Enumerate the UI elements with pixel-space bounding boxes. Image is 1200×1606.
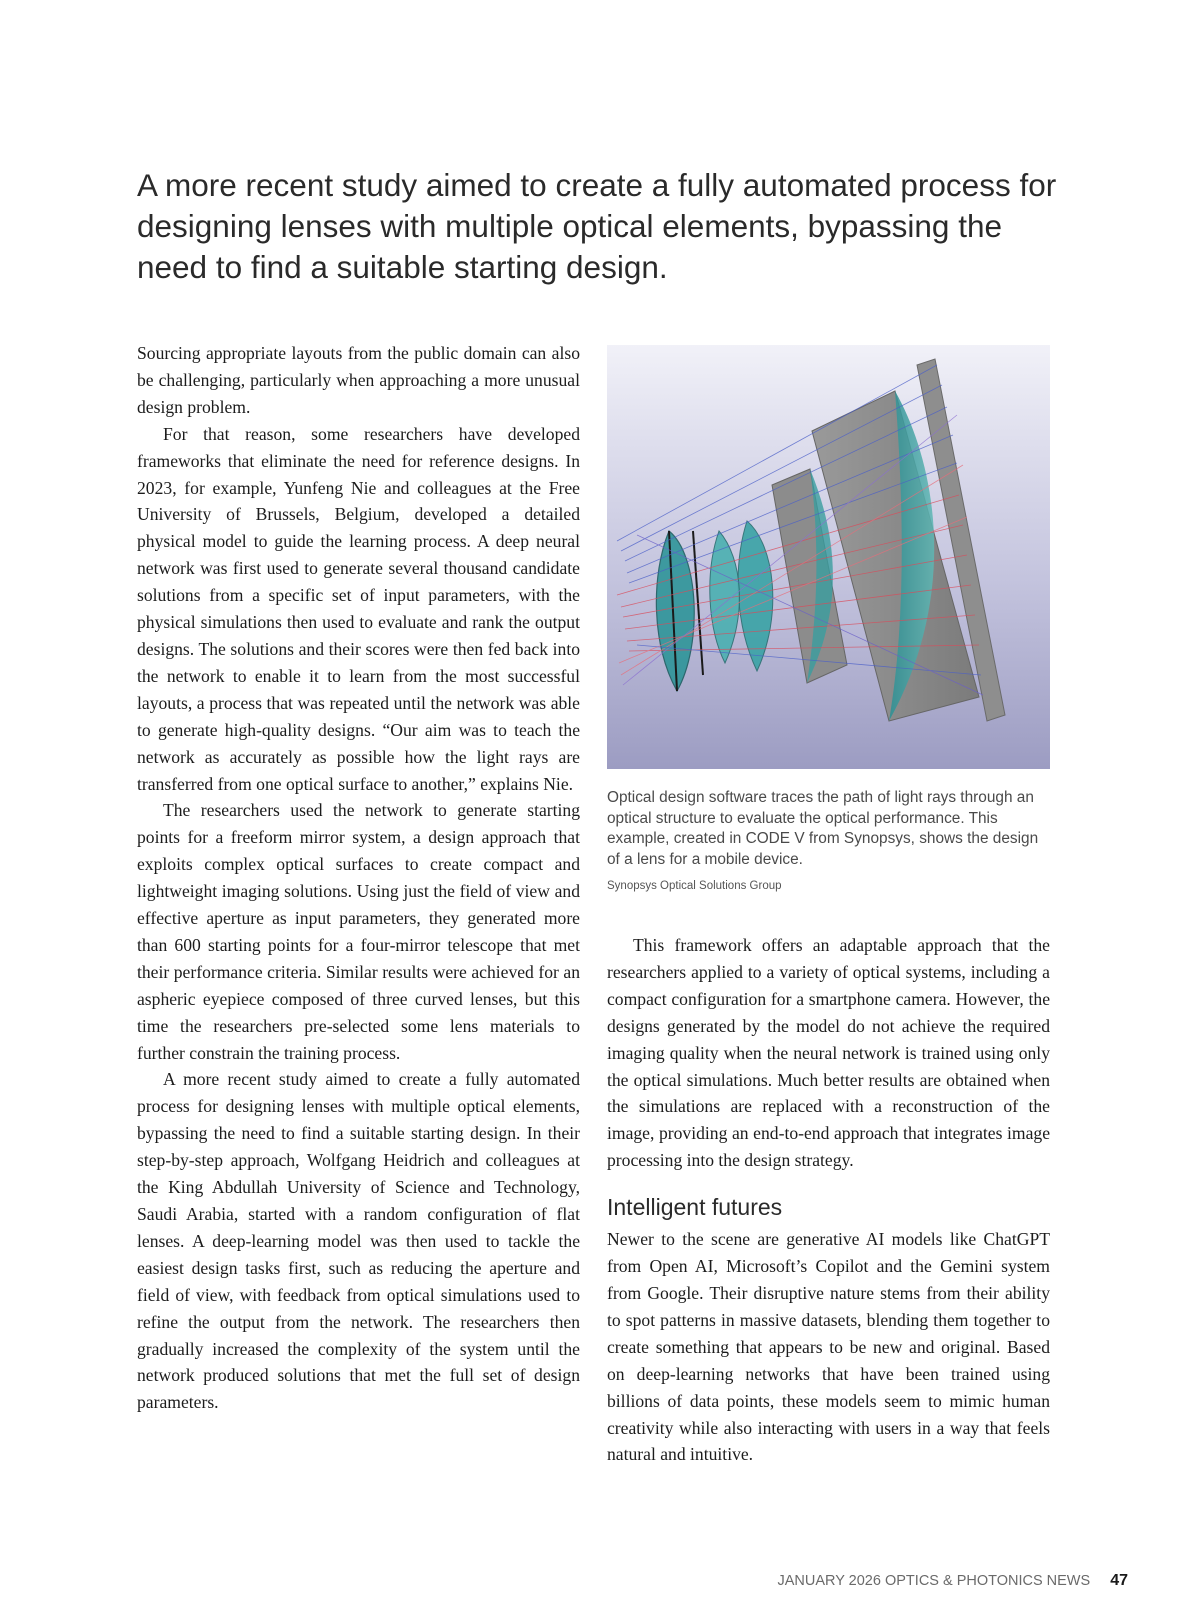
pull-quote: A more recent study aimed to create a fully automated process for designing lenses with multiple optical elements, bypassing the need to find a suitable starting design.: [137, 167, 1057, 285]
section-heading: Intelligent futures: [607, 1194, 783, 1221]
body-paragraph: A more recent study aimed to create a fully automated process for designing lenses with multiple optical elements, bypassing the need to find a suitable starting design. In their step-by-step approach, Wolfgang Heidrich and colleagues at the King Abdullah University of Science and Technology, Saudi Arabia, started with a random configuration of flat lenses. A deep-learning model was then used to tackle the easiest design tasks first, such as reducing the aperture and field of view, with feedback from optical simulations used to refine the output from the network. The researchers then gradually increased the complexity of the system until the network produced solutions that met the full set of design parameters.: [137, 1069, 580, 1413]
body-paragraph: Sourcing appropriate layouts from the public domain can also be challenging, particularly when approaching a more unusual design problem.: [137, 343, 580, 417]
page-footer: [778, 1572, 1129, 1590]
figure-caption: Optical design software traces the path of light rays through an optical structure to evaluate the optical performance. This example, created in CODE V from Synopsys, shows the design of a lens for a mobile device.: [607, 789, 1039, 868]
lens-design-figure: [607, 345, 1050, 769]
body-paragraph: Newer to the scene are generative AI models like ChatGPT from Open AI, Microsoft’s Copilot and the Gemini system from Google. Their disruptive nature stems from their ability to spot patterns in massive datasets, blending them together to create something that appears to be new and original. Based on deep-learning networks that have been trained using billions of data points, these models seem to mimic human creativity while also interacting with users in a way that feels natural and intuitive.: [607, 1229, 1050, 1465]
right-column: [607, 932, 1050, 1468]
left-column: [137, 340, 580, 1416]
page-number: 47: [1110, 1572, 1128, 1589]
body-paragraph: For that reason, some researchers have developed frameworks that eliminate the need for reference designs. In 2023, for example, Yunfeng Nie and colleagues at the Free University of Brussels, Belgium, developed a detailed physical model to guide the learning process. A deep neural network was first used to generate several thousand candidate solutions from a specific set of input parameters, with the physical simulations then used to evaluate and rank the output designs. The solutions and their scores were then fed back into the network to enable it to learn from the most successful layouts, a process that was repeated until the network was able to generate high-quality designs. “Our aim was to teach the network as accurately as possible how the light rays are transferred from one optical surface to another,” explains Nie.: [137, 423, 580, 794]
body-paragraph: The researchers used the network to generate starting points for a freeform mirror system, a design approach that exploits complex optical surfaces to create compact and lightweight imaging solutions. Using just the field of view and effective aperture as input parameters, they generated more than 600 starting points for a four-mirror telescope that met their performance criteria. Similar results were achieved for an aspheric eyepiece composed of three curved lenses, but this time the researchers pre-selected some lens materials to further constrain the training process.: [137, 800, 580, 1063]
issue-date: JANUARY 2026: [777, 1573, 881, 1589]
body-paragraph: This framework offers an adaptable approach that the researchers applied to a variety of optical systems, including a compact configuration for a smartphone camera. However, the designs generated by the model do not achieve the required imaging quality when the neural network is trained using only the optical simulations. Much better results are obtained when the simulations are replaced with a reconstruction of the image, providing an end-to-end approach that integrates image processing into the design strategy.: [607, 935, 1050, 1171]
figure-credit: Synopsys Optical Solutions Group: [607, 880, 782, 892]
optical-lens-illustration: [607, 345, 1050, 769]
magazine-name: OPTICS & PHOTONICS NEWS: [884, 1573, 1091, 1589]
